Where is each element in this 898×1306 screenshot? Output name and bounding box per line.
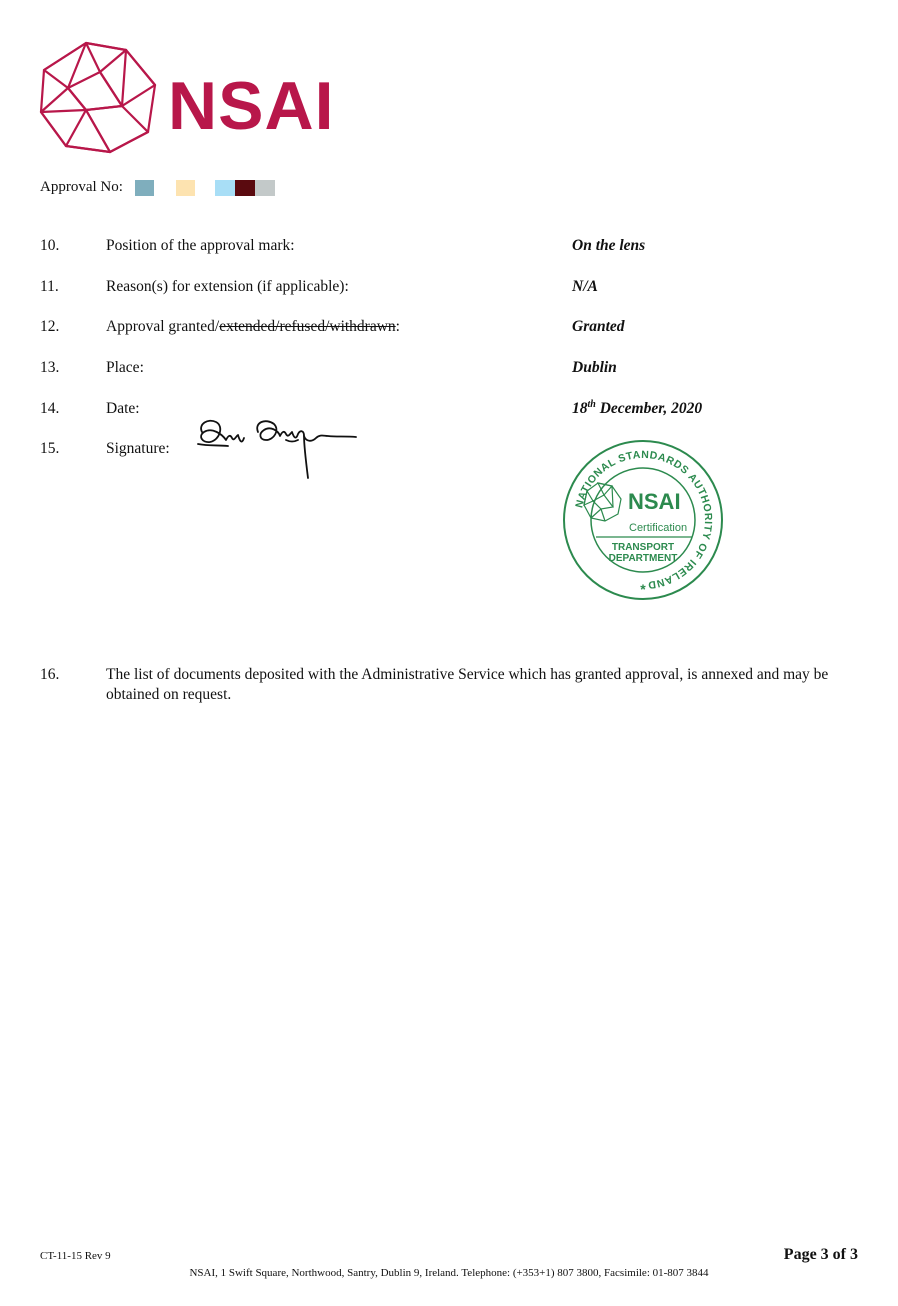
redaction-block-1 [135,180,154,196]
svg-text:NATIONAL STANDARDS AUTHORITY O [573,449,714,591]
stamp-brand: NSAI [628,489,681,514]
item-label: Date: [106,400,140,417]
item-value: N/A [572,278,598,295]
footer-form-code: CT-11-15 Rev 9 [40,1250,111,1262]
date-day: 18 [572,400,588,417]
stamp-certification: Certification [629,522,688,534]
stamp-dept-line1: TRANSPORT [611,542,675,553]
redaction-block-2 [176,180,195,196]
approval-number-label: Approval No: [40,178,123,195]
item-label [106,317,400,337]
item-number: 14. [40,400,60,417]
item-value: Dublin [572,359,617,376]
approval-number [40,178,275,196]
redaction-block-5 [255,180,275,196]
item-text: The list of documents deposited with the Administrative Service which has granted approval, is annexed and may be obtained on request. [106,666,829,703]
item-number: 15. [40,440,60,457]
footer-address: NSAI, 1 Swift Square, Northwood, Santry, Dublin 9, Ireland. Telephone: (+353+1) 807 3800, Facsimile: 01-807 3844 [189,1267,709,1279]
item-label: Position of the approval mark: [106,237,295,254]
nsai-certification-stamp [560,437,726,603]
redaction-block-3 [215,180,235,196]
stamp-dept-line2: DEPARTMENT [608,553,678,564]
item-number: 10. [40,237,60,254]
footer-page-number: Page 3 of 3 [783,1246,858,1263]
item-label: Place: [106,359,144,376]
item-number: 11. [40,278,59,295]
item-value [572,399,702,419]
item-label-granted: Approval granted/ [106,318,220,335]
item-value: On the lens [572,237,646,254]
item-value: Granted [572,318,625,335]
stamp-star: * [640,581,646,597]
item-label: Reason(s) for extension (if applicable): [106,278,349,295]
stamp-ring-text: NATIONAL STANDARDS AUTHORITY OF IRELAND [573,448,715,591]
nsai-wordmark: NSAI [168,68,335,144]
stamp-polyhedron-icon [584,483,621,521]
redaction-block-4 [235,180,255,196]
nsai-logo [38,40,338,155]
date-rest: December, 2020 [595,400,703,417]
handwritten-signature [194,412,359,484]
item-label: Signature: [106,440,170,457]
item-number: 12. [40,318,60,335]
nsai-polyhedron-icon [38,40,158,155]
date-ordinal: th [587,398,596,410]
item-number: 13. [40,359,60,376]
item-number: 16. [40,666,60,683]
item-label-struck: extended/refused/withdrawn [219,318,396,335]
item-label-colon: : [395,318,400,335]
